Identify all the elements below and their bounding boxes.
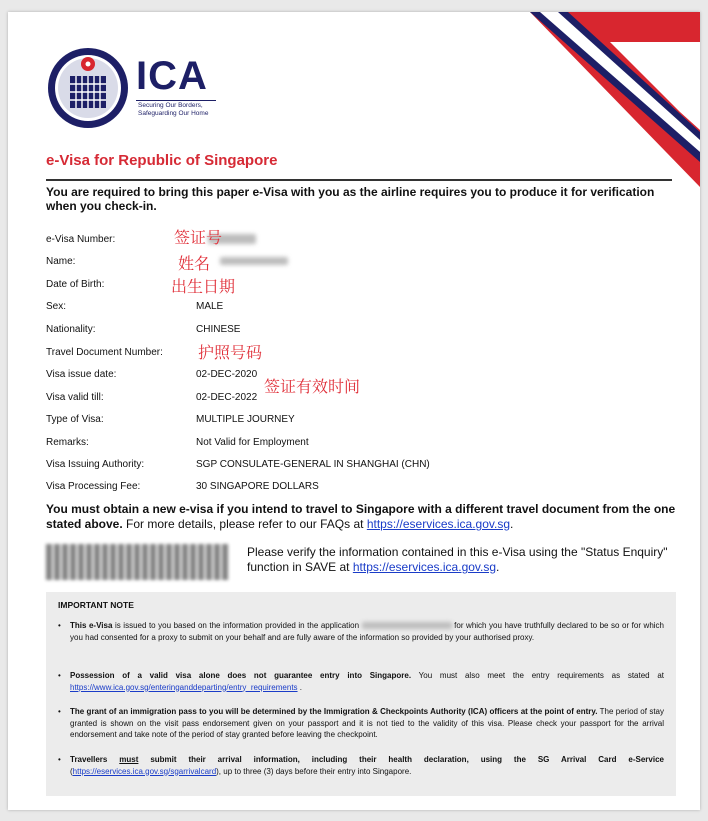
annotation-passport: 护照号码 [198,343,263,362]
note-bullet: • The grant of an immigration pass to you will be determined by the Immigration & Checkpoints Authority (ICA) officers at the point of entry. The period of stay granted is shown on the visit pass endorsement given on your passport and it is not tied to the validity of this visa. Please check your passport for the arrival endorsement and take note of the period of stay granted before leaving the checkpoint. [58,707,664,739]
logo-divider [136,100,216,101]
important-note-heading: IMPORTANT NOTE [58,600,134,610]
logo-tagline: Securing Our Borders, Safeguarding Our Home [138,102,209,117]
ica-crest-icon [46,46,130,130]
field-label: Travel Document Number: [46,347,163,358]
travel-document-notice: You must obtain a new e-visa if you intend to travel to Singapore with a different travel document from the one stated above. For more details, please refer to our FAQs at https://eservices.ica.gov.sg. [46,502,676,531]
field-label: Type of Visa: [46,414,104,425]
field-value: 02-DEC-2022 [196,392,258,403]
note-bullet: • Travellers must submit their arrival information, including their health declaration, using the SG Arrival Card e-Service (https://eservices.ica.gov.sg/sgarrivalcard), up to three (3) days before their entry into Singapore. [58,755,664,776]
important-note-box [46,592,676,796]
verify-text: Please verify the information contained in this e-Visa using the "Status Enquiry" function in SAVE at https://eservices.ica.gov.sg. [247,545,668,574]
field-label: Visa issue date: [46,369,117,380]
field-value: Not Valid for Employment [196,437,309,448]
field-value: 02-DEC-2020 [196,369,258,380]
field-label: Sex: [46,301,67,312]
annotation-name: 姓名 [178,254,211,273]
field-label: Name: [46,256,76,267]
note-bullet: • This e-Visa is issued to you based on the information provided in the application for which you have truthfully declared to be so or for which you had consented for a proxy to submit on your behalf and are fully aware of the information so provided by your authorised proxy. [58,621,664,642]
faq-link[interactable]: https://eservices.ica.gov.sg [366,517,511,531]
annotation-visa-number: 签证号 [174,228,223,247]
redacted-application [362,622,452,629]
field-value: MALE [196,301,224,312]
barcode [46,544,228,580]
redacted-name [220,257,288,265]
arrival-card-link[interactable]: https://eservices.ica.gov.sg/sgarrivalcard [72,766,217,776]
ica-logo-text: ICA [136,54,208,98]
annotation-dob: 出生日期 [171,277,236,296]
field-label: Visa Processing Fee: [46,481,141,492]
field-label: e-Visa Number: [46,234,116,245]
title-divider [46,179,672,181]
field-value: CHINESE [196,324,241,335]
save-link[interactable]: https://eservices.ica.gov.sg [352,560,497,574]
field-label: Visa valid till: [46,392,104,403]
field-label: Visa Issuing Authority: [46,459,145,470]
entry-requirements-link[interactable]: https://www.ica.gov.sg/enteringanddeparting/entry_requirements [70,682,298,692]
field-label: Remarks: [46,437,89,448]
annotation-validity: 签证有效时间 [264,377,361,396]
field-label: Date of Birth: [46,279,105,290]
field-label: Nationality: [46,324,96,335]
corner-decoration [530,12,700,187]
field-value: 30 SINGAPORE DOLLARS [196,481,319,492]
page-title: e-Visa for Republic of Singapore [46,152,278,169]
intro-text: You are required to bring this paper e-Visa with you as the airline requires you to produce it for verification when you check-in. [46,185,655,213]
field-value: SGP CONSULATE-GENERAL IN SHANGHAI (CHN) [196,459,430,470]
evisa-page [8,12,700,810]
field-value: MULTIPLE JOURNEY [196,414,295,425]
note-bullet: • Possession of a valid visa alone does not guarantee entry into Singapore. You must also meet the entry requirements as stated at https://www.ica.gov.sg/enteringanddeparting/entry_requirements . [58,671,665,692]
